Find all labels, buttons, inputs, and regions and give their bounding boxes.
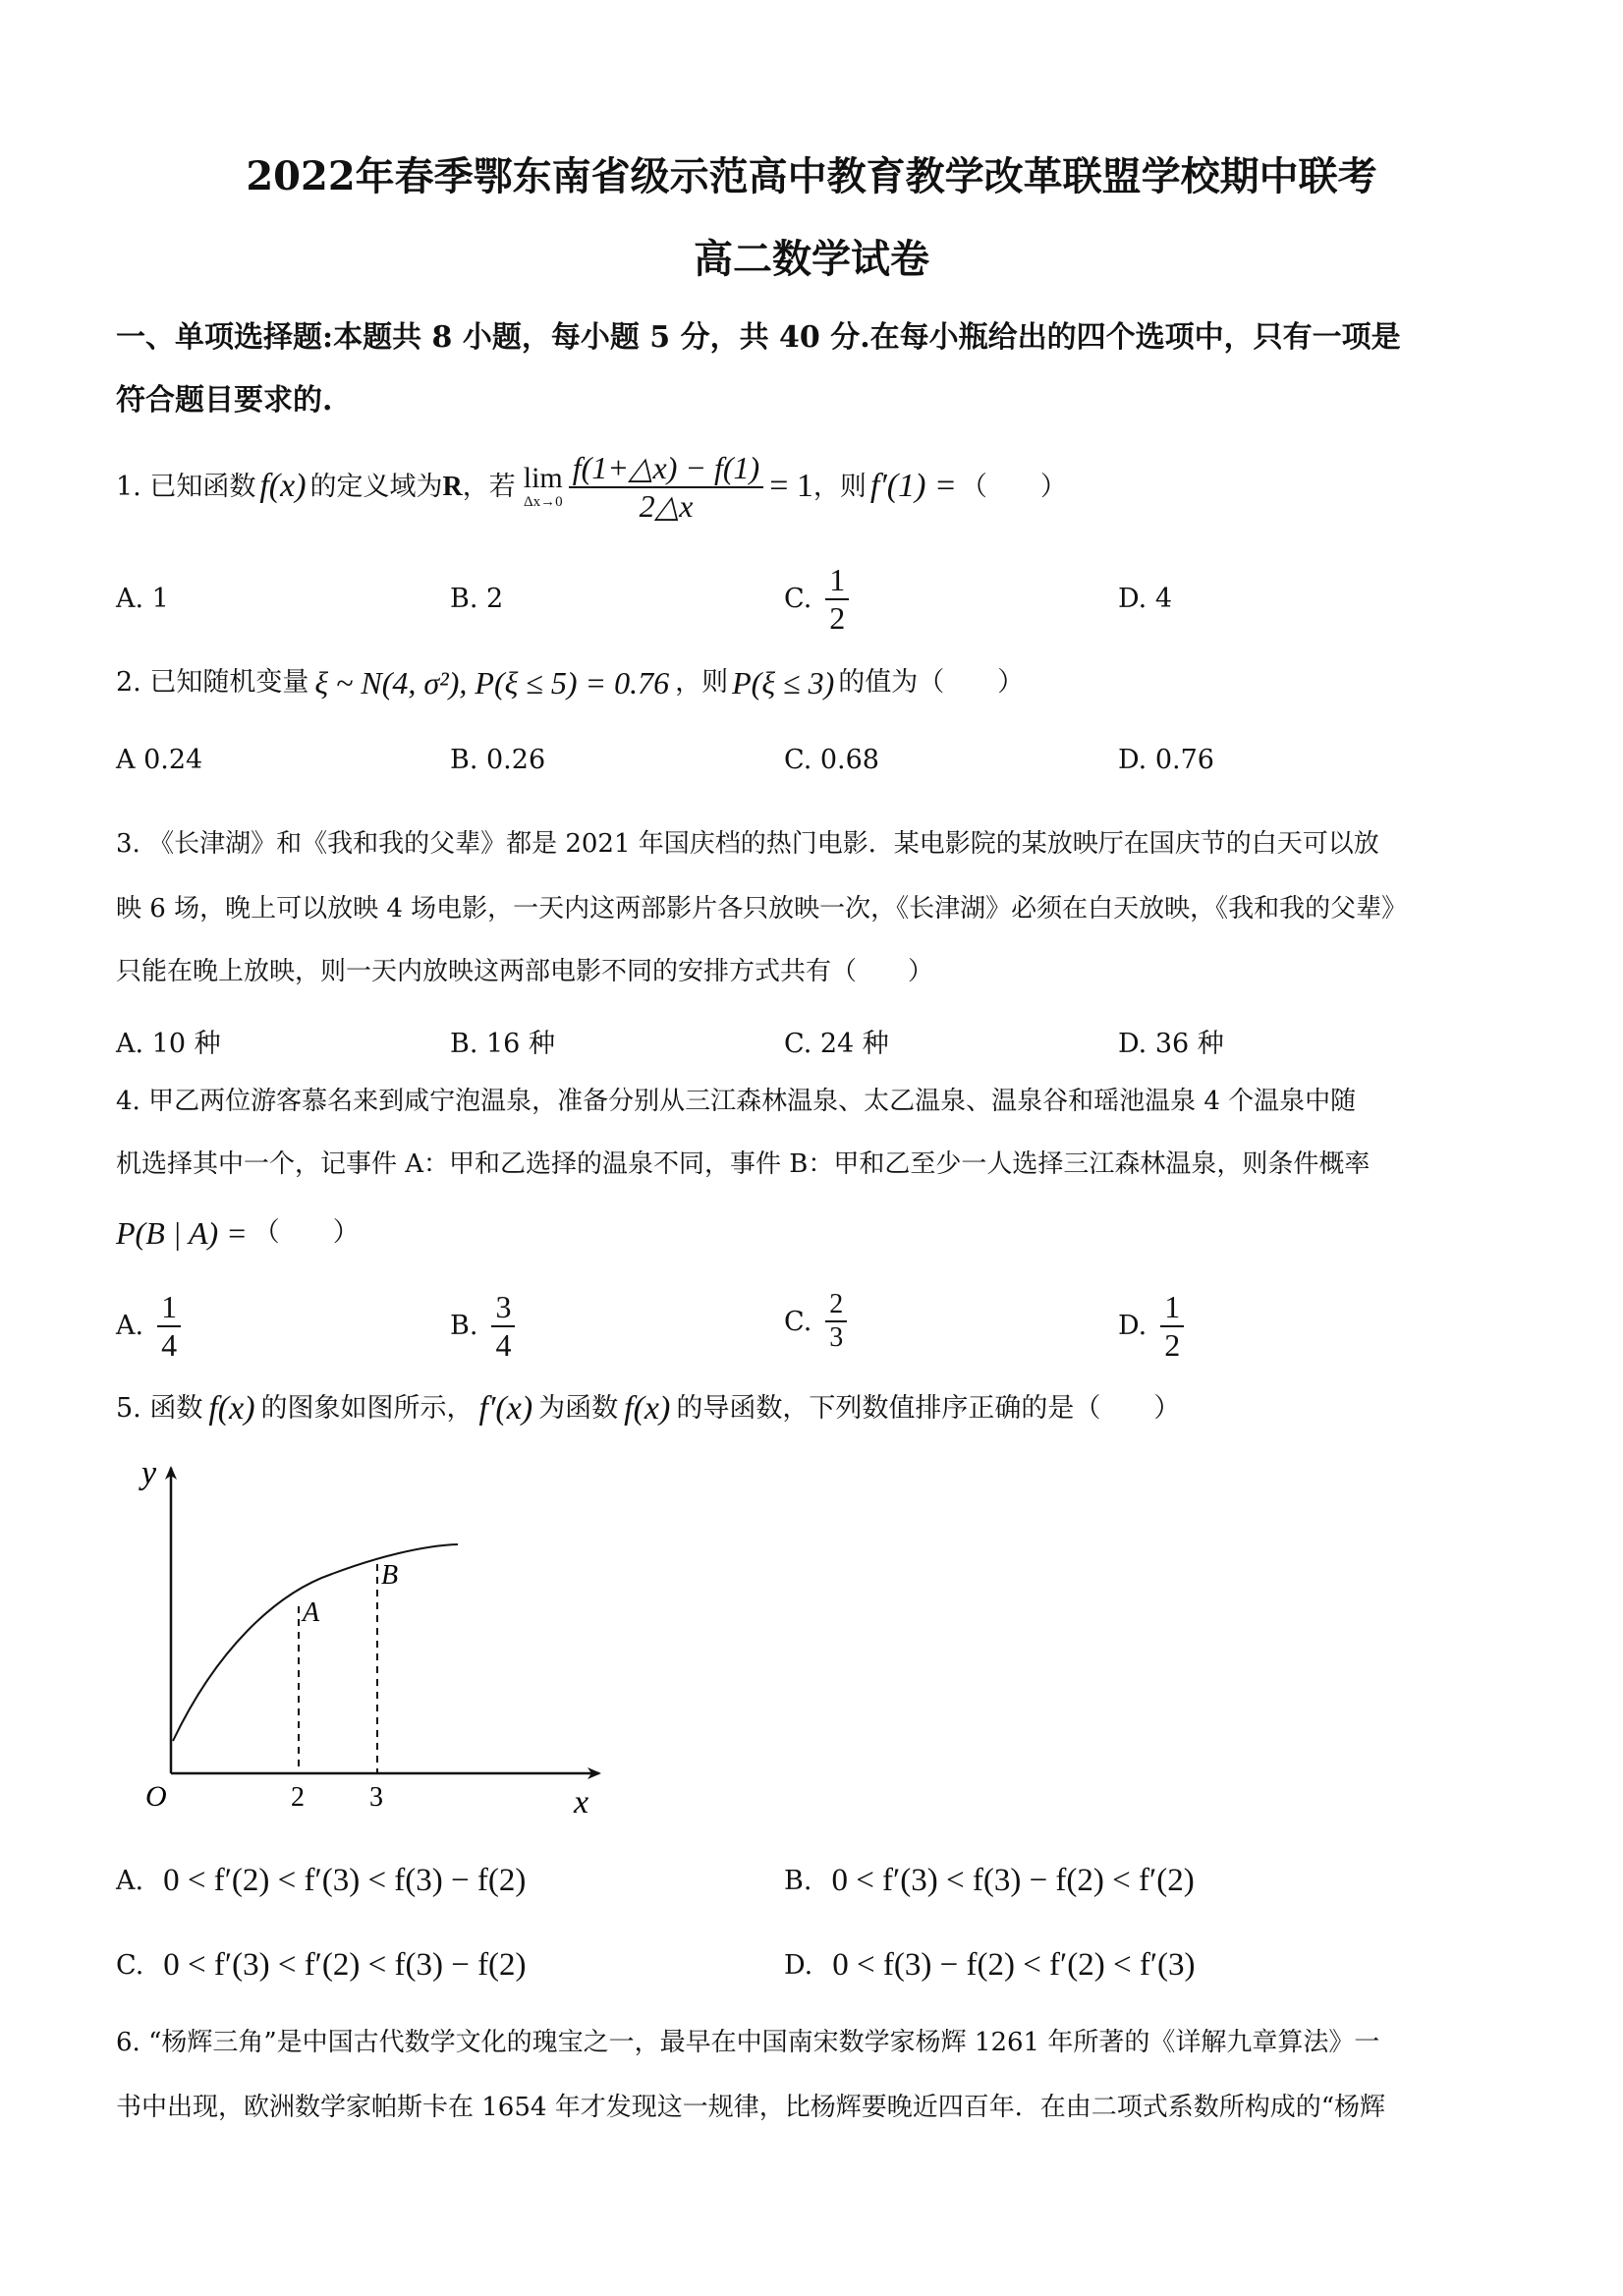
q5-option-a <box>116 1863 526 1899</box>
x-axis-label: x <box>574 1784 589 1820</box>
question-6-line2: 书中出现，欧洲数学家帕斯卡在 1654 年才发现这一规律，比杨辉要晚近四百年．在由二项式系数所构成的“杨辉 <box>116 2093 1385 2122</box>
q2-then: ，则 <box>675 667 729 698</box>
q1-option-c-label: C. <box>784 584 812 615</box>
question-1 <box>116 450 1067 525</box>
q1-then: ，则 <box>812 471 867 502</box>
q4-option-c-num: 2 <box>825 1289 847 1322</box>
q4-option-b-label: B. <box>450 1311 478 1342</box>
q1-denominator: 2△x <box>639 487 694 524</box>
q4-expr: P(B | A) = <box>116 1215 248 1251</box>
q4-option-a-label: A. <box>116 1311 144 1342</box>
lim-text: lim <box>523 461 563 494</box>
section-heading: 一、单项选择题:本题共 8 小题，每小题 5 分，共 40 分.在每小瓶给出的四个选项中，只有一项是 <box>116 320 1401 355</box>
q5-option-b-label: B. <box>784 1866 812 1896</box>
q4-option-b-fraction <box>491 1289 515 1364</box>
q5-prefix: 5. 函数 <box>116 1393 203 1425</box>
q1-option-a: A. 1 <box>116 584 169 614</box>
question-3-line2: 映 6 场，晚上可以放映 4 场电影，一天内这两部影片各只放映一次，《长津湖》必须在白天放映，《我和我的父辈》 <box>116 894 1408 924</box>
q2-suffix: 的值为（ ） <box>838 667 1025 698</box>
q4-option-b-num: 3 <box>491 1289 515 1327</box>
q4-option-d <box>1118 1289 1184 1364</box>
q5-option-c-expr: 0 < f′(3) < f′(2) < f(3) − f(2) <box>163 1947 527 1983</box>
q4-option-a-den: 4 <box>161 1326 178 1363</box>
q1-fraction <box>569 450 763 525</box>
q3-option-b: B. 16 种 <box>450 1029 555 1059</box>
q4-option-d-num: 1 <box>1160 1289 1184 1327</box>
q1-paren: （ ） <box>960 471 1067 502</box>
q5-option-c <box>116 1947 527 1984</box>
q1-eq: = 1 <box>769 468 813 505</box>
page-subtitle: 高二数学试卷 <box>694 236 929 282</box>
page-title: 2022年春季鄂东南省级示范高中教育教学改革联盟学校期中联考 <box>246 153 1377 199</box>
y-axis-label: y <box>141 1455 157 1491</box>
q5-option-a-expr: 0 < f′(2) < f′(3) < f(3) − f(2) <box>163 1863 527 1898</box>
q5-mid2: 为函数 <box>538 1393 619 1425</box>
q1-option-c-fraction <box>825 562 849 637</box>
q2-option-b: B. 0.26 <box>450 745 546 775</box>
q1-numerator: f(1+△x) − f(1) <box>569 450 763 488</box>
q1-prefix: 1. 已知函数 <box>116 471 256 502</box>
question-4-line2: 机选择其中一个，记事件 A：甲和乙选择的温泉不同，事件 B：甲和乙至少一人选择三江森林温泉，则条件概率 <box>116 1149 1371 1179</box>
q5-fx: f(x) <box>208 1390 255 1427</box>
q4-option-b-den: 4 <box>495 1326 512 1363</box>
q5-fpx: f′(x) <box>478 1390 533 1427</box>
q5-option-d-label: D. <box>784 1950 813 1981</box>
q4-option-a-num: 1 <box>157 1289 181 1327</box>
q2-prefix: 2. 已知随机变量 <box>116 667 309 698</box>
question-3-line3: 只能在晚上放映，则一天内放映这两部电影不同的安排方式共有（ ） <box>116 957 934 986</box>
q4-option-c-fraction <box>825 1289 847 1354</box>
point-b-label: B <box>381 1560 399 1591</box>
q5-mid1: 的图象如图所示， <box>260 1393 474 1425</box>
q4-option-b <box>450 1289 515 1364</box>
q5-option-b <box>784 1863 1195 1899</box>
q1-mid: 的定义域为 <box>309 471 443 502</box>
q3-option-c: C. 24 种 <box>784 1029 889 1059</box>
q1-R: R <box>442 472 463 502</box>
question-4-line1: 4. 甲乙两位游客慕名来到咸宁泡温泉，准备分别从三江森林温泉、太乙温泉、温泉谷和瑶池温泉 4 个温泉中随 <box>116 1087 1357 1116</box>
q1-fprime: f′(1) = <box>869 468 957 505</box>
q4-option-d-den: 2 <box>1164 1326 1181 1363</box>
q4-paren: （ ） <box>252 1217 360 1248</box>
q5-option-a-label: A. <box>116 1866 144 1896</box>
q2-expr2: P(ξ ≤ 3) <box>732 665 835 700</box>
q4-option-d-fraction <box>1160 1289 1184 1364</box>
function-graph <box>108 1454 619 1827</box>
q2-option-c: C. 0.68 <box>784 745 879 775</box>
question-6-line1: 6. “杨辉三角”是中国古代数学文化的瑰宝之一，最早在中国南宋数学家杨辉 1261 年所著的《详解九章算法》一 <box>116 2028 1380 2057</box>
q4-option-c <box>784 1289 847 1354</box>
point-a-label: A <box>303 1597 320 1628</box>
origin-label: O <box>145 1780 167 1813</box>
q1-option-d: D. 4 <box>1118 584 1173 614</box>
q2-option-a: A 0.24 <box>116 745 203 775</box>
q1-option-c-den: 2 <box>829 599 846 636</box>
curve-fx <box>173 1544 458 1741</box>
limit-operator <box>523 461 563 511</box>
lim-subscript: Δx→0 <box>523 493 563 510</box>
q5-option-d-expr: 0 < f(3) − f(2) < f′(2) < f′(3) <box>832 1947 1196 1983</box>
question-4-line3 <box>116 1214 360 1252</box>
q3-option-a: A. 10 种 <box>116 1029 221 1059</box>
q1-option-c <box>784 562 849 637</box>
q4-option-a-fraction <box>157 1289 181 1364</box>
question-3-line1: 3. 《长津湖》和《我和我的父辈》都是 2021 年国庆档的热门电影．某电影院的某放映厅在国庆节的白天可以放 <box>116 829 1379 859</box>
q5-option-d <box>784 1947 1196 1984</box>
q1-option-c-num: 1 <box>825 562 849 600</box>
q4-option-c-label: C. <box>784 1306 812 1337</box>
q1-ruo: ，若 <box>462 471 516 502</box>
q2-expr: ξ ~ N(4, σ²), P(ξ ≤ 5) = 0.76 <box>314 665 670 700</box>
q5-option-c-label: C. <box>116 1950 144 1981</box>
question-5 <box>116 1389 1180 1429</box>
q1-option-b: B. 2 <box>450 584 504 614</box>
q5-suffix: 的导函数，下列数值排序正确的是（ ） <box>676 1393 1181 1425</box>
section-heading-cont: 符合题目要求的. <box>116 383 333 418</box>
q1-fx: f(x) <box>259 468 307 505</box>
q5-fx2: f(x) <box>624 1390 671 1427</box>
q5-option-b-expr: 0 < f′(3) < f(3) − f(2) < f′(2) <box>831 1863 1195 1898</box>
q2-option-d: D. 0.76 <box>1118 745 1214 775</box>
q3-option-d: D. 36 种 <box>1118 1029 1224 1059</box>
q4-option-a <box>116 1289 181 1364</box>
q4-option-d-label: D. <box>1118 1311 1147 1342</box>
q4-option-c-den: 3 <box>829 1322 844 1354</box>
tick-3-label: 3 <box>369 1782 383 1813</box>
question-2 <box>116 664 1024 701</box>
tick-2-label: 2 <box>291 1782 305 1813</box>
